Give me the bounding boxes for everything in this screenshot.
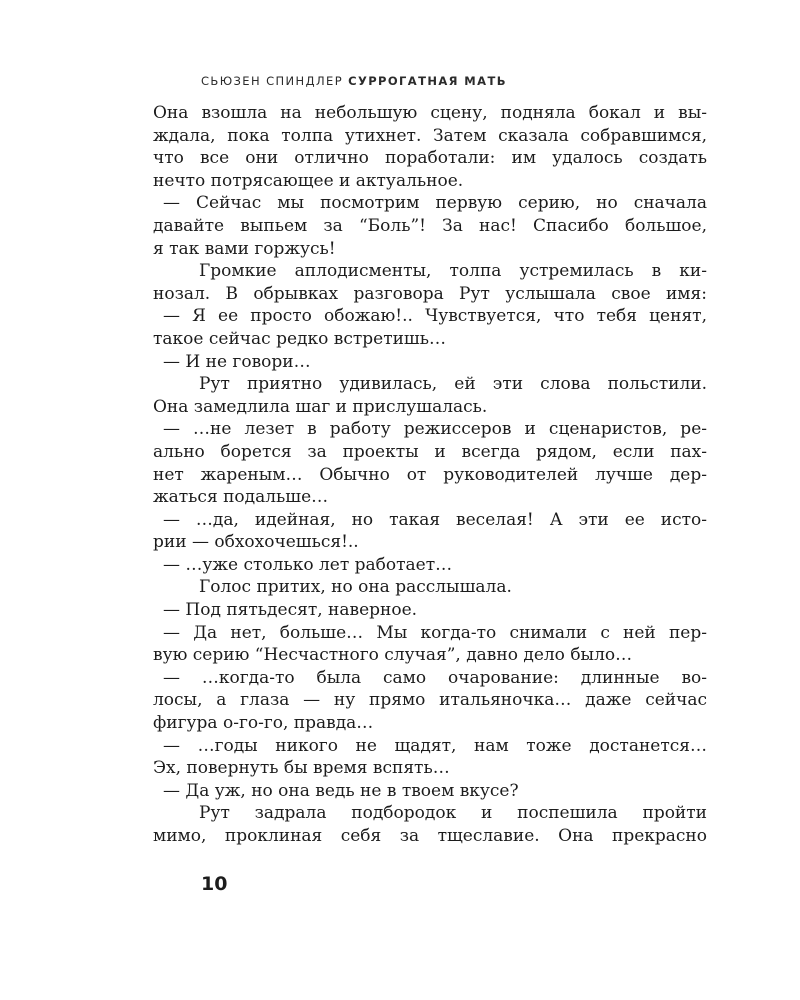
dialogue-line: — Я ее просто обожаю!.. Чувствуется, что тебя ценят,	[163, 306, 707, 327]
dialogue-line: — …годы никого не щадят, нам тоже достанется…	[163, 735, 707, 756]
text-line: мимо, проклиная себя за тщеславие. Она прекрасно	[153, 826, 707, 846]
dialogue-line: — …когда-то была само очарование: длинные во-	[163, 667, 707, 688]
page-number: 10	[201, 873, 228, 895]
text-line: вую серию “Несчастного случая”, давно дело было…	[153, 645, 633, 666]
dialogue-line: — Да нет, больше… Мы когда-то снимали с ней пер-	[163, 622, 707, 643]
text-line: ально борется за проекты и всегда рядом, если пах-	[153, 441, 707, 462]
dialogue-line: — Под пятьдесят, наверное.	[163, 600, 418, 621]
paragraph-start-line: Громкие аплодисменты, толпа устремилась в ки-	[199, 261, 707, 282]
text-line: давайте выпьем за “Боль”! За нас! Спасибо большое,	[153, 215, 707, 236]
dialogue-line: — …уже столько лет работает…	[163, 554, 453, 575]
dialogue-line: — Сейчас мы посмотрим первую серию, но сначала	[163, 193, 707, 214]
text-line: Эх, повернуть бы время вспять…	[153, 758, 450, 779]
text-line: рии — обхохочешься!..	[153, 532, 359, 553]
text-line: нет жареным… Обычно от руководителей лучше дер-	[153, 464, 707, 485]
text-line: нозал. В обрывках разговора Рут услышала свое имя:	[153, 283, 707, 304]
text-line: фигура о-го-го, правда…	[153, 713, 374, 734]
text-line: лосы, а глаза — ну прямо итальяночка… даже сейчас	[153, 690, 707, 711]
text-line: Она взошла на небольшую сцену, подняла бокал и вы-	[153, 103, 707, 123]
header-book-title: СУРРОГАТНАЯ МАТЬ	[348, 74, 507, 88]
running-header	[201, 74, 507, 88]
text-line: Она замедлила шаг и прислушалась.	[153, 396, 488, 417]
body-text	[153, 102, 707, 848]
paragraph-start-line: Рут задрала подбородок и поспешила пройти	[199, 803, 707, 824]
paragraph-start-line: Рут приятно удивилась, ей эти слова польстили.	[199, 374, 707, 395]
paragraph-start-line: Голос притих, но она расслышала.	[199, 577, 512, 598]
dialogue-line: — …да, идейная, но такая веселая! А эти ее исто-	[163, 509, 707, 530]
dialogue-line: — Да уж, но она ведь не в твоем вкусе?	[163, 780, 519, 801]
text-line: такое сейчас редко встретишь…	[153, 328, 446, 349]
header-author: СЬЮЗЕН СПИНДЛЕР	[201, 74, 344, 88]
dialogue-line: — …не лезет в работу режиссеров и сценаристов, ре-	[163, 419, 707, 440]
text-line: нечто потрясающее и актуальное.	[153, 170, 464, 191]
text-line: я так вами горжусь!	[153, 238, 336, 259]
text-line: ждала, пока толпа утихнет. Затем сказала собравшимся,	[153, 125, 707, 146]
text-line: жаться подальше…	[153, 487, 329, 508]
text-line: что все они отлично поработали: им удалось создать	[153, 148, 707, 169]
dialogue-line: — И не говори…	[163, 351, 311, 372]
